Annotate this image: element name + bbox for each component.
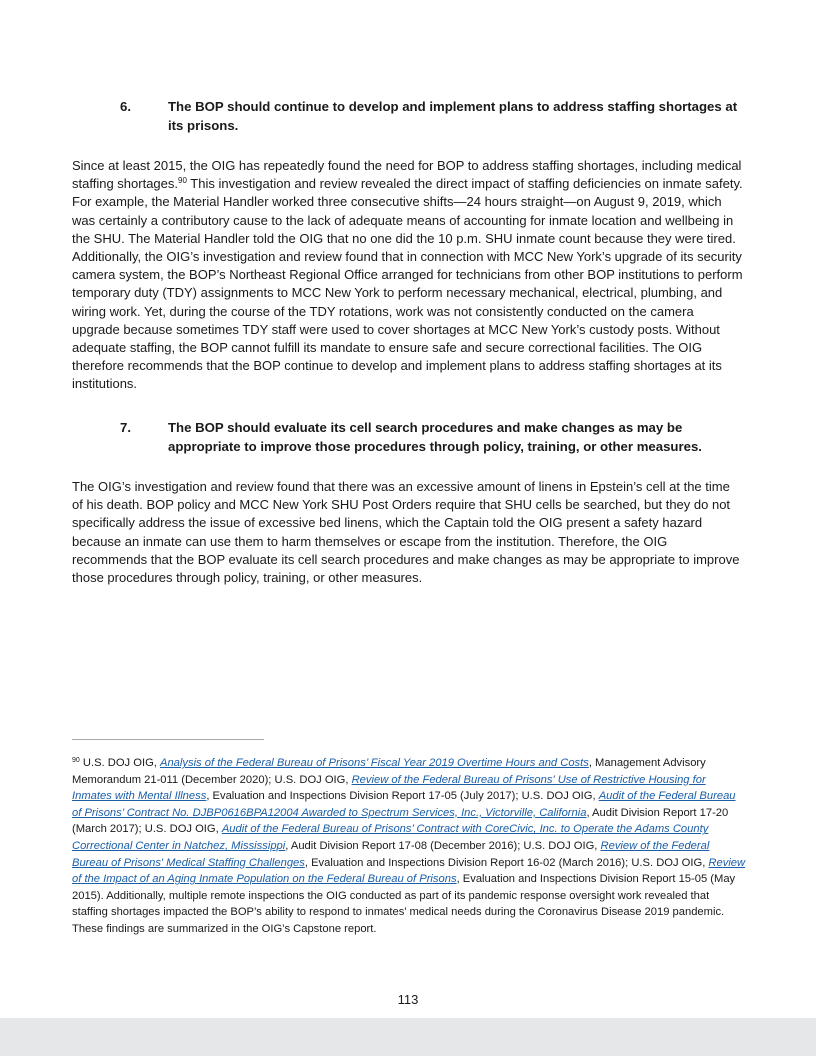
recommendation-6-paragraph <box>72 157 744 394</box>
recommendation-6-text-rest: This investigation and review revealed the direct impact of staffing deficiencies on inmate safety. For example, the Material Handler worked three consecutive shifts—24 hours straight—on August 9, 2019, which was certainly a contributory cause to the lack of adequate means of accounting for inmate location and wellbeing in the SHU. The Material Handler told the OIG that no one did the 10 p.m. SHU inmate count because they were tired. Additionally, the OIG’s investigation and review found that in connection with MCC New York’s upgrade of its security camera system, the BOP’s Northeast Regional Office arranged for technicians from other BOP institutions to perform temporary duty (TDY) assignments to MCC New York to perform necessary mechanical, electrical, plumbing, and wiring work. Yet, during the course of the TDY rotations, work was not consistently conducted on the camera upgrade because sometimes TDY staff were used to cover shortages at MCC New York’s custody posts. Without adequate staffing, the BOP cannot fulfill its mandate to ensure safe and secure correctional facilities. The OIG therefore recommends that the BOP continue to develop and implement plans to address staffing shortages at its institutions. <box>72 176 743 392</box>
footnote-text: , Evaluation and Inspections Division Report 17-05 (July 2017); U.S. DOJ OIG, <box>206 790 599 803</box>
recommendation-6-number: 6. <box>120 99 131 114</box>
recommendation-7-title: The BOP should evaluate its cell search procedures and make changes as may be appropriate to improve those procedures through policy, training, or other measures. <box>168 420 702 454</box>
footnote-link-corecivic-contract[interactable]: Audit of the Federal Bureau of Prisons’ Contract with CoreCivic, Inc. to Operate the Adams County Correctional Center in Natchez, Mississippi <box>72 823 709 852</box>
recommendation-6-heading <box>120 97 750 135</box>
footnote-number: 90 <box>72 757 80 764</box>
page-number: 113 <box>397 992 419 1007</box>
footnote-text: , Audit Division Report 17-08 (December 2016); U.S. DOJ OIG, <box>285 839 601 852</box>
recommendation-7-paragraph: The OIG’s investigation and review found that there was an excessive amount of linens in Epstein’s cell at the time of his death. BOP policy and MCC New York SHU Post Orders require that SHU cells be searched, but they do not specifically address the issue of excessive bed linens, which the Captain told the OIG present a safety hazard because an inmate can use them to harm themselves or escape from the institution. Therefore, the OIG recommends that the BOP evaluate its cell search procedures and make changes as may be appropriate to improve those procedures through policy, training, or other measures. <box>72 479 740 586</box>
recommendation-7-heading <box>120 418 750 456</box>
footnote-reference-90[interactable]: 90 <box>178 176 187 186</box>
footnote-link-spectrum-contract[interactable]: Audit of the Federal Bureau of Prisons’ Contract No. DJBP0616BPA12004 Awarded to Spectrum Services, Inc., Victorville, California <box>72 790 736 819</box>
footnote-divider <box>72 739 264 740</box>
footnote-link-medical-staffing[interactable]: Review of the Federal Bureau of Prisons' Medical Staffing Challenges <box>72 839 710 869</box>
viewer-bottom-bar <box>0 1018 816 1056</box>
footnote-text: , Management Advisory Memorandum 21-011 (December 2020); U.S. DOJ OIG, <box>72 757 706 786</box>
recommendation-6-title: The BOP should continue to develop and implement plans to address staffing shortages at its prisons. <box>168 99 738 133</box>
footnote-text: U.S. DOJ OIG, <box>79 757 160 769</box>
footnote-text: , Audit Division Report 17-20 (March 2017); U.S. DOJ OIG, <box>72 806 729 836</box>
recommendation-6-text-start: Since at least 2015, the OIG has repeatedly found the need for BOP to address staffing shortages, including medical staffing shortages. <box>72 158 742 192</box>
footnote-link-restrictive-housing[interactable]: Review of the Federal Bureau of Prisons' Use of Restrictive Housing for Inmates with Mental Illness <box>72 773 706 803</box>
footnote-link-overtime-hours[interactable]: Analysis of the Federal Bureau of Prisons’ Fiscal Year 2019 Overtime Hours and Costs <box>159 757 589 769</box>
footnote-90 <box>72 755 746 938</box>
recommendation-7-number: 7. <box>120 420 131 435</box>
footnote-link-aging-inmate-population[interactable]: Review of the Impact of an Aging Inmate Population on the Federal Bureau of Prisons <box>72 856 746 886</box>
footnote-text: , Evaluation and Inspections Division Report 15-05 (May 2015). Additionally, multiple remote inspections the OIG conducted as part of its pandemic response oversight work revealed that staffing shortages impacted the BOP’s ability to respond to inmates’ medical needs during the Coronavirus Disease 2019 pandemic. These findings are summarized in the OIG’s Capstone report. <box>72 873 736 935</box>
footnote-text: , Evaluation and Inspections Division Report 16-02 (March 2016); U.S. DOJ OIG, <box>304 856 709 869</box>
